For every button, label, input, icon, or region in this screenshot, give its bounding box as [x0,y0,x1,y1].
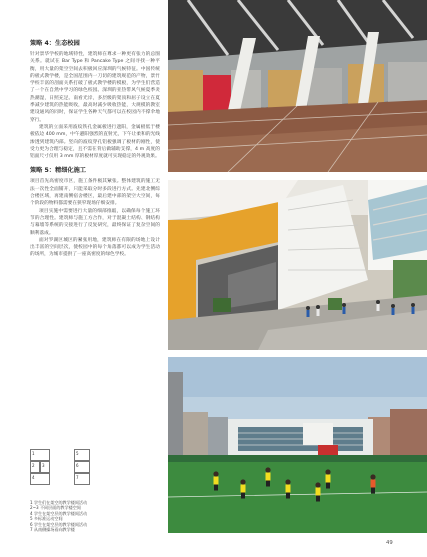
section-4-title: 策略 4：生态校园 [30,40,80,47]
caption-3: 4 学生在架空层的教学楼间活动 [30,510,88,516]
caption-6: 7 从南侧操场看向教学楼 [30,527,75,533]
layout-cell-4: 4 [30,473,50,485]
page-number: 49 [386,540,393,546]
photo-captions [30,500,160,532]
caption-1: 1 学生们在架空的教学楼间活动 [30,500,88,505]
text-column [30,40,160,259]
layout-cell-5: 5 [74,449,90,461]
layout-cell-2: 2 [30,461,40,473]
photo-layout-key [30,449,90,489]
layout-cell-7: 7 [74,473,90,485]
section-4-paragraph-1: 针对景华学校的地域特性，建筑师在尊求一种更有张力的总图关系。就试在 Bar Type 和 Pancake Type 之间寻找一种平衡，用大量的架空空间去积极回应深圳的气候特征。中国传统的板式教学楼，是全国范围内一刀切的建筑规范的产物，景竹学校丰富的剖面关系打破了板式教学楼的模板，为学生们营造了一个在自然中学习的绿色校园。深圳的亚热带风气候夏季炎热潮湿，日照充足。南看光岸，多层级的架顶和屈子设立在夏季减少建筑的热能吸收，最高时减少吸收热能，大规模的教室建设通风的同时，保证学生各种天气都可以在校园内不撑伞地穿行。 [30,52,160,123]
layout-cell-3: 3 [40,461,50,473]
section-5-paragraph-1: 项目首先高密度市区，施工条件极其紧张。整体建筑的施工无法一次性全面铺开，只能采取分时多段进行方式。先建北侧综合楼区域，再建南侧宿舍楼区，最后建中部的架空大空间，每个阶段的物料都需要在狭窄现场仔细安排。 [30,179,160,207]
caption-5: 6 学生在架空层的教学楼间活动 [30,521,88,527]
section-5-title: 策略 5：精细化施工 [30,167,86,175]
section-5-paragraph-2: 项目实施中需要进行大量的细部推敲，以确保每个施工环节的合理性。建筑师与施工方合作，对于混凝土结构、钢结构与幕墙等系统的交接进行了反复研究，最终保证了复杂空间的顺利落成。 [30,208,160,236]
photo-covered-sports-hall [168,0,427,172]
layout-cell-6: 6 [74,461,90,473]
section-5-paragraph-3: 面对罗湖区城区的紧张用地，建筑师在有限的场地上设计出丰富的空间层次，使校园中的每个角落都可以成为学生活动的场所，为城市提供了一座高密度的绿色学校。 [30,237,160,258]
layout-cell-1: 1 [30,449,50,461]
caption-4: 5 多标准运动空间 [30,516,63,522]
photo-football-field [168,357,427,533]
photo-elevated-corridor [168,180,427,350]
section-4-paragraph-2: 建筑的立面采用波纹铁孔金属板进行遮阳，金属板低于楼板依边 400 mm，中午避阳强烈的直射光，下午让柔和的光线渗透到建筑内部。竖向的波纹穿孔铝板强调了板材的刚性，使受力更为合理与稳定，且不需在背后做辅助支撑，4 m 高度的铝面尺寸仅用 3 mm 厚的板材厚度就可实现稳定的外观效果。 [30,124,160,160]
caption-2: 2~3 不同层面的教学楼空间 [30,505,81,511]
